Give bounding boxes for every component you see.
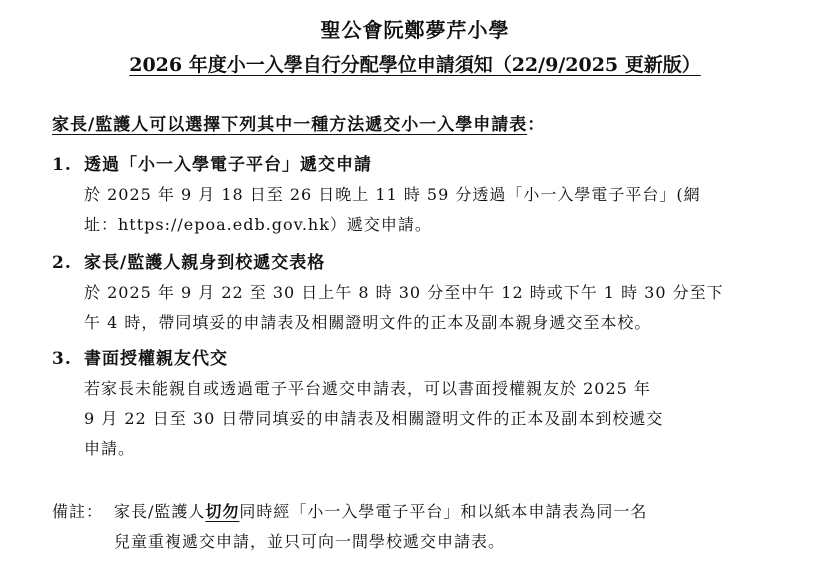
intro-statement xyxy=(52,110,545,135)
method-line: 於 2025 年 9 月 18 日至 26 日晚上 11 時 59 分透過「小一入學電子平台」(網 xyxy=(84,185,701,204)
method-line: 若家長未能親自或透過電子平台遞交申請表，可以書面授權親友於 2025 年 xyxy=(84,379,651,398)
method-title: 家長/監護人親身到校遞交表格 xyxy=(84,253,326,273)
remark-line-1 xyxy=(52,497,792,527)
method-authorized-proxy xyxy=(52,344,792,464)
method-body xyxy=(84,374,792,464)
method-body xyxy=(84,278,792,338)
remark-emphasis: 切勿 xyxy=(205,502,240,521)
method-heading xyxy=(52,248,792,278)
method-heading xyxy=(52,150,792,180)
intro-text: 家長/監護人可以選擇下列其中一種方法遞交小一入學申請表 xyxy=(52,115,528,135)
document-title-text: 2026 年度小一入學自行分配學位申請須知（22/9/2025 更新版） xyxy=(129,54,701,76)
method-title: 書面授權親友代交 xyxy=(84,349,228,369)
method-number: 2. xyxy=(52,253,72,273)
method-number: 1. xyxy=(52,155,72,175)
remark-note xyxy=(52,497,792,557)
method-number: 3. xyxy=(52,349,72,369)
method-line: 申請。 xyxy=(84,439,136,458)
document-title xyxy=(0,50,830,77)
method-line: 午 4 時，帶同填妥的申請表及相關證明文件的正本及副本親身遞交至本校。 xyxy=(84,313,652,332)
intro-colon: ： xyxy=(527,115,546,135)
remark-label: 備註： xyxy=(52,502,104,521)
method-online xyxy=(52,150,792,240)
method-heading xyxy=(52,344,792,374)
method-title: 透過「小一入學電子平台」遞交申請 xyxy=(84,155,372,175)
method-body xyxy=(84,180,792,240)
method-line: 於 2025 年 9 月 22 至 30 日上午 8 時 30 分至中午 12 時或下午 1 時 30 分至下 xyxy=(84,283,724,302)
method-line: 9 月 22 日至 30 日帶同填妥的申請表及相關證明文件的正本及副本到校遞交 xyxy=(84,409,664,428)
school-name: 聖公會阮鄭夢芹小學 xyxy=(320,18,510,42)
method-line: 址：https://epoa.edb.gov.hk）遞交申請。 xyxy=(84,215,432,234)
remark-line-2: 兒童重複遞交申請，並只可向一間學校遞交申請表。 xyxy=(114,532,506,551)
method-in-person xyxy=(52,248,792,338)
remark-post: 同時經「小一入學電子平台」和以紙本申請表為同一名 xyxy=(239,502,648,521)
remark-pre: 家長/監護人 xyxy=(114,502,206,521)
